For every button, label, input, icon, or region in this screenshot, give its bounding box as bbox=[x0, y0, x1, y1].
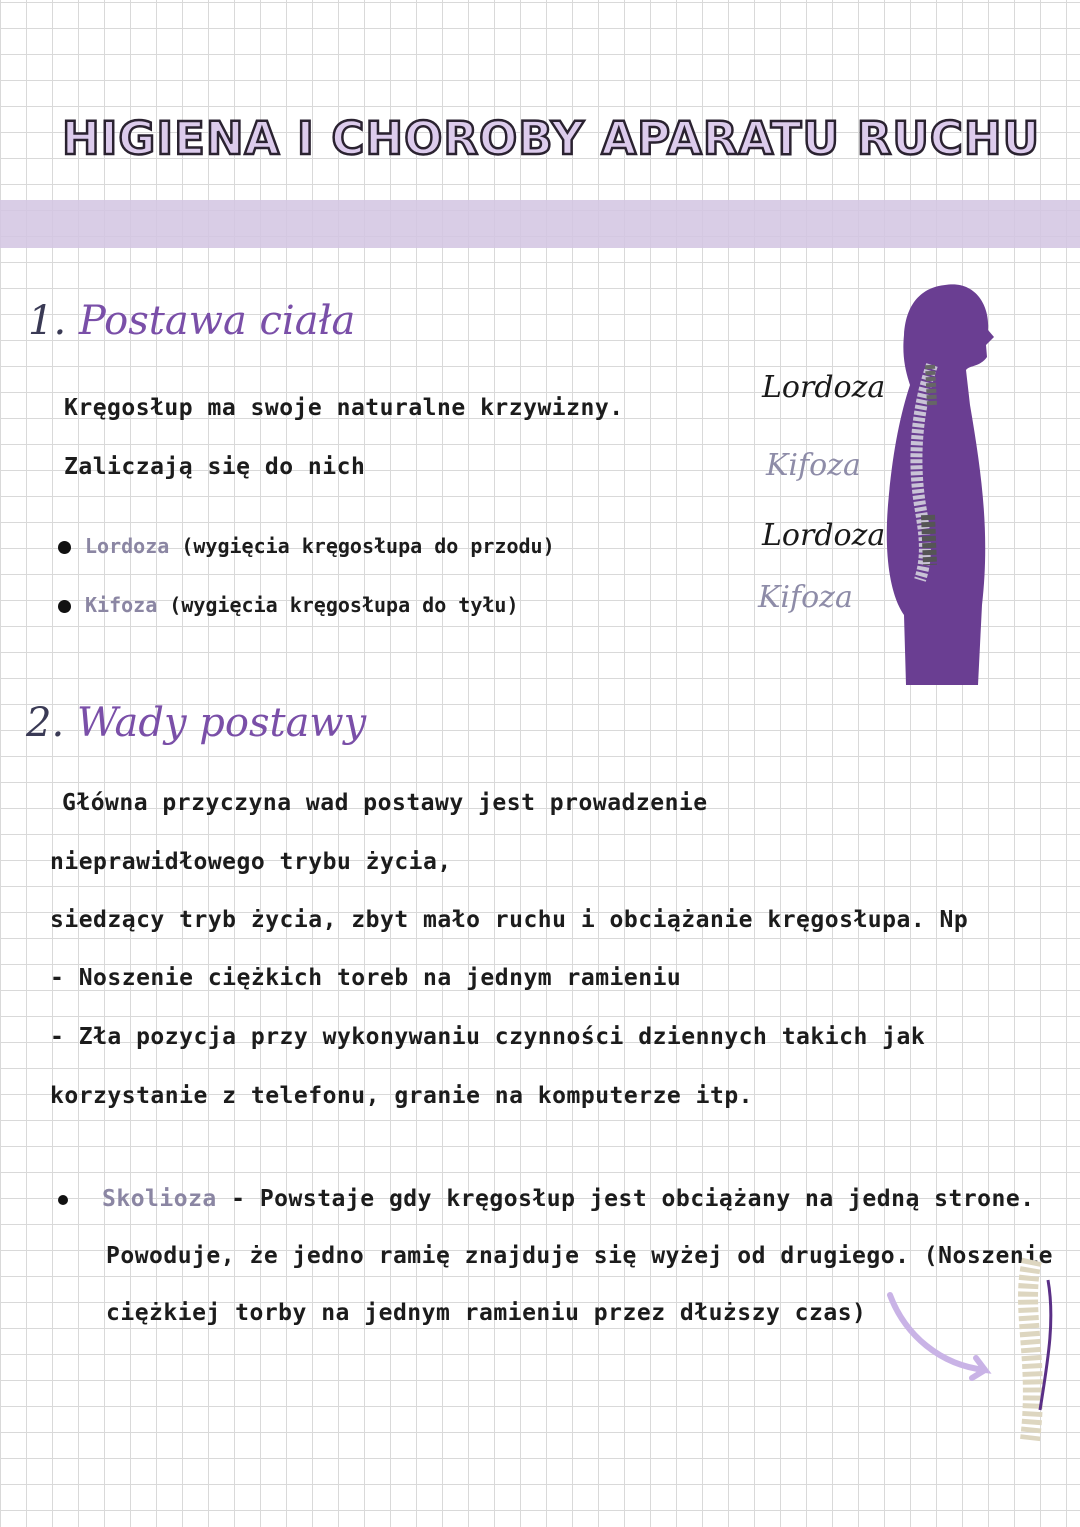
text-line: siedzący tryb życia, zbyt mało ruchu i obciążanie kręgosłupa. Np bbox=[50, 907, 969, 933]
description: (wygięcia kręgosłupa do tyłu) bbox=[157, 593, 519, 617]
text-line: korzystanie z telefonu, granie na komputerze itp. bbox=[50, 1083, 754, 1109]
text-line: Powoduje, że jedno ramię znajduje się wyżej od drugiego. (Noszenie bbox=[106, 1243, 1053, 1269]
description: (wygięcia kręgosłupa do przodu) bbox=[169, 534, 555, 558]
list-item bbox=[58, 534, 555, 558]
text-line: ciężkiej torby na jednym ramieniu przez dłuższy czas) bbox=[106, 1300, 867, 1326]
bullet-icon bbox=[58, 541, 71, 554]
list-item bbox=[58, 593, 518, 617]
section-number: 2. bbox=[26, 700, 65, 746]
figure-label: Kifoza bbox=[758, 580, 853, 615]
section-title: Wady postawy bbox=[76, 700, 367, 746]
bullet-icon bbox=[58, 1195, 68, 1205]
text-line: Główna przyczyna wad postawy jest prowadzenie bbox=[62, 790, 708, 816]
figure-label: Lordoza bbox=[762, 518, 886, 553]
page-title: HIGIENA I CHOROBY APARATU RUCHU bbox=[62, 112, 1041, 165]
text-line: Zaliczają się do nich bbox=[64, 454, 366, 480]
text-line: nieprawidłowego trybu życia, bbox=[50, 849, 452, 875]
term: Lordoza bbox=[85, 534, 170, 558]
section-number: 1. bbox=[28, 298, 67, 344]
scoliosis-spine-illustration bbox=[880, 1240, 1070, 1460]
term: Skolioza bbox=[102, 1186, 217, 1212]
text-line: - Zła pozycja przy wykonywaniu czynności dziennych takich jak bbox=[50, 1024, 926, 1050]
section1-heading bbox=[28, 298, 355, 344]
text-line: Kręgosłup ma swoje naturalne krzywizny. bbox=[64, 395, 624, 421]
list-item-skolioza bbox=[58, 1186, 1035, 1212]
section2-heading bbox=[26, 700, 366, 746]
section-title: Postawa ciała bbox=[78, 298, 356, 344]
spine-silhouette-illustration bbox=[870, 275, 1000, 690]
header-band bbox=[0, 200, 1080, 248]
figure-label: Lordoza bbox=[762, 370, 886, 405]
figure-label: Kifoza bbox=[766, 448, 861, 483]
description: - Powstaje gdy kręgosłup jest obciążany na jedną strone. bbox=[216, 1186, 1035, 1212]
bullet-icon bbox=[58, 600, 71, 613]
term: Kifoza bbox=[85, 593, 158, 617]
text-line: - Noszenie ciężkich toreb na jednym ramieniu bbox=[50, 965, 682, 991]
